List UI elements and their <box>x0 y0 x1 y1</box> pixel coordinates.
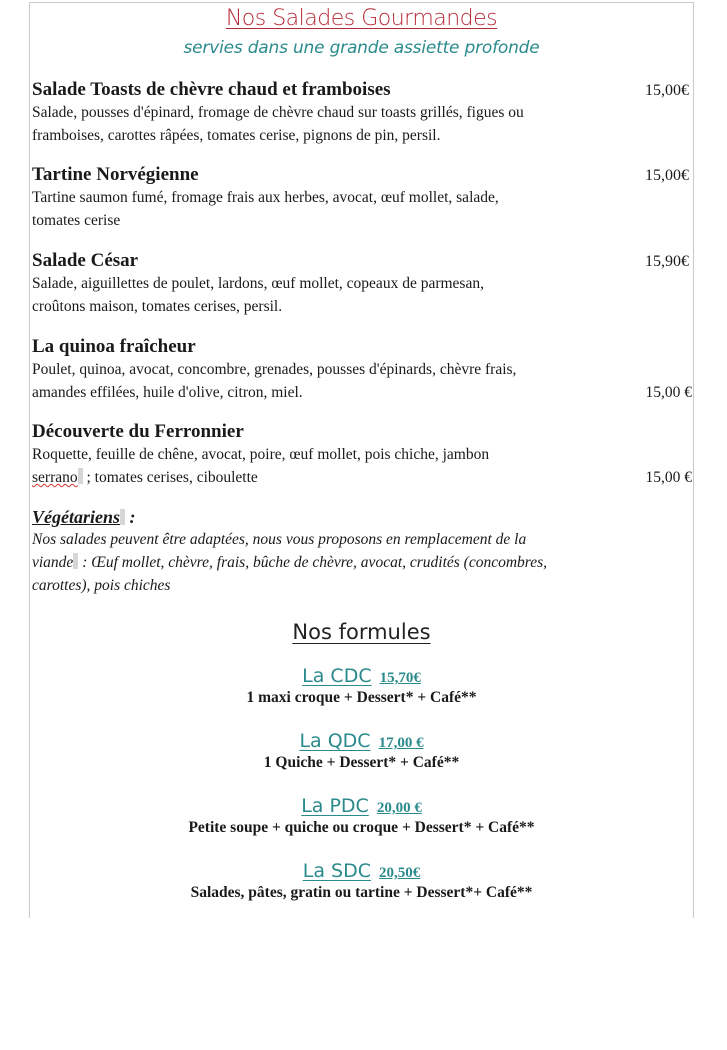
vegetarian-line: carottes), pois chiches <box>32 577 171 594</box>
item-description <box>32 101 692 147</box>
formule-item <box>30 860 693 902</box>
formule-price: 20,50€ <box>378 865 421 881</box>
formule-item <box>30 795 693 837</box>
menu-page <box>29 2 694 918</box>
item-desc-line: Poulet, quinoa, avocat, concombre, grenades, pousses d'épinards, chèvre frais, <box>32 361 517 378</box>
item-desc-line: Roquette, feuille de chêne, avocat, poire, œuf mollet, pois chiche, jambon <box>32 446 490 463</box>
menu-item <box>32 421 692 489</box>
formule-name: La CDC <box>302 665 372 687</box>
formule-description: 1 maxi croque + Dessert* + Café** <box>246 689 477 706</box>
formule-description: Petite soupe + quiche ou croque + Dessert* + Café** <box>188 819 535 836</box>
menu-item <box>32 79 692 147</box>
formule-name: La SDC <box>302 860 371 882</box>
item-desc-line <box>32 466 692 489</box>
formule-item <box>30 730 693 772</box>
item-desc-line: framboises, carottes râpées, tomates cerise, pignons de pin, persil. <box>32 127 441 144</box>
item-price: 15,00 € <box>645 384 692 401</box>
formule-price: 20,00 € <box>376 800 422 816</box>
item-price: 15,00 € <box>645 469 692 486</box>
formules-title: Nos formules <box>292 620 431 644</box>
page-title: Nos Salades Gourmandes <box>225 6 498 31</box>
item-desc-line: Salade, pousses d'épinard, fromage de chèvre chaud sur toasts grillés, figues ou <box>32 104 524 121</box>
vegetarian-title-suffix: : <box>125 507 136 527</box>
item-description <box>32 443 692 489</box>
menu-item <box>32 336 692 404</box>
formule-price: 17,00 € <box>378 735 424 751</box>
menu-item <box>32 164 692 232</box>
vegetarian-text-rest: : Œuf mollet, chèvre, frais, bûche de chèvre, avocat, crudités (concombres, <box>78 554 548 571</box>
vegetarian-line <box>32 551 692 574</box>
item-desc-line <box>32 381 692 404</box>
vegetarian-word: viande <box>32 554 74 571</box>
item-description <box>32 358 692 404</box>
item-desc-text: ; tomates cerises, ciboulette <box>82 469 258 486</box>
formule-description: Salades, pâtes, gratin ou tartine + Dessert*+ Café** <box>190 884 533 901</box>
item-desc-line: Tartine saumon fumé, fromage frais aux herbes, avocat, œuf mollet, salade, <box>32 189 499 206</box>
item-name: La quinoa fraîcheur <box>32 336 196 357</box>
item-name: Tartine Norvégienne <box>32 164 199 185</box>
formule-price: 15,70€ <box>379 670 421 686</box>
item-desc-line: croûtons maison, tomates cerises, persil. <box>32 298 283 315</box>
item-name: Salade César <box>32 250 139 271</box>
item-name: Découverte du Ferronnier <box>32 421 244 442</box>
formule-description: 1 Quiche + Dessert* + Café** <box>263 754 460 771</box>
item-desc-text: , aiguillettes de poulet, lardons, œuf mollet, copeaux de parmesan, <box>73 275 484 292</box>
vegetarian-note <box>32 507 692 597</box>
item-price: 15,00€ <box>645 167 689 184</box>
item-price: 15,90€ <box>645 253 689 270</box>
item-desc-line: tomates cerise <box>32 212 121 229</box>
formule-name: La QDC <box>299 730 371 752</box>
vegetarian-text <box>32 528 692 597</box>
vegetarian-title: Végétariens <box>32 507 120 527</box>
formule-name: La PDC <box>301 795 369 817</box>
item-description <box>32 272 692 318</box>
formule-item <box>30 665 693 707</box>
vegetarian-line: Nos salades peuvent être adaptées, nous vous proposons en remplacement de la <box>32 531 527 548</box>
page-subtitle: servies dans une grande assiette profonde <box>183 38 540 58</box>
menu-item <box>32 250 692 318</box>
spellcheck-word: serrano <box>32 469 78 486</box>
item-desc-word: Salade <box>32 275 74 292</box>
item-desc-text: amandes effilées, huile d'olive, citron, miel. <box>32 384 303 401</box>
item-name: Salade Toasts de chèvre chaud et framboises <box>32 79 391 100</box>
item-description <box>32 186 692 232</box>
item-desc-line <box>32 272 692 295</box>
item-price: 15,00€ <box>645 82 689 99</box>
